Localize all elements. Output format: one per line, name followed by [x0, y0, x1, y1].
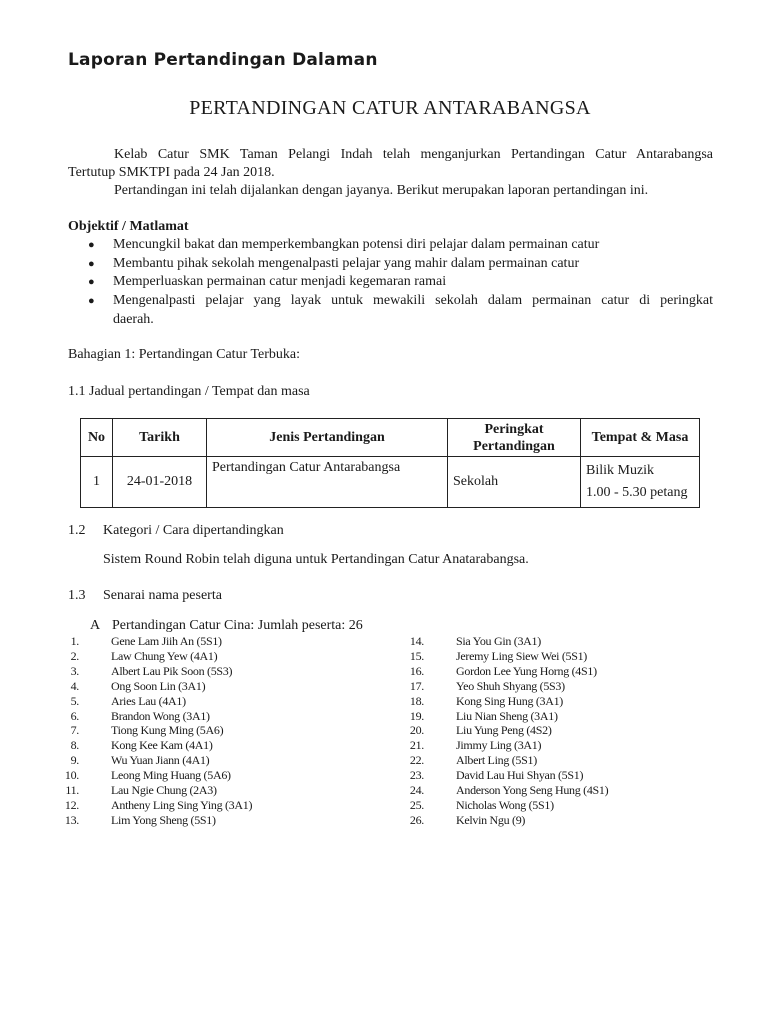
col-header-tempat: Tempat & Masa — [581, 419, 700, 457]
cell-jenis: Pertandingan Catur Antarabangsa — [207, 457, 448, 508]
list-item: 4. Ong Soon Lin (3A1) — [70, 678, 206, 693]
section-1-2-body: Sistem Round Robin telah diguna untuk Pertandingan Catur Anatarabangsa. — [103, 552, 529, 567]
list-item: 9. Wu Yuan Jiann (4A1) — [70, 753, 210, 768]
objective-text: Mengenalpasti pelajar yang layak untuk mewakili sekolah dalam permainan catur di peringkat — [113, 293, 713, 309]
bullet-icon: ● — [88, 276, 95, 289]
intro-paragraph-line2: Tertutup SMKTPI pada 24 Jan 2018. — [68, 165, 275, 180]
list-item: 19. Liu Nian Sheng (3A1) — [409, 708, 558, 723]
list-item: 6. Brandon Wong (3A1) — [70, 708, 210, 723]
cell-tempat-time: 1.00 - 5.30 petang — [586, 485, 688, 500]
list-item: 10. Leong Ming Huang (5A6) — [64, 768, 231, 783]
table-header-row — [81, 419, 700, 457]
section-1-2-number: 1.2 — [68, 523, 86, 538]
objective-list — [68, 236, 713, 330]
report-header-title: Laporan Pertandingan Dalaman — [68, 50, 378, 70]
col-header-peringkat — [448, 419, 581, 457]
cell-peringkat: Sekolah — [448, 457, 581, 508]
objective-item-continuation — [68, 311, 713, 330]
cell-tempat-place: Bilik Muzik — [586, 463, 655, 478]
page-title: PERTANDINGAN CATUR ANTARABANGSA — [189, 97, 591, 119]
bullet-icon: ● — [88, 257, 95, 270]
list-item: 15. Jeremy Ling Siew Wei (5S1) — [409, 648, 587, 663]
col-header-peringkat-line1: Peringkat — [484, 421, 544, 437]
section-1-1-heading: 1.1 Jadual pertandingan / Tempat dan masa — [68, 384, 310, 399]
cell-tarikh: 24-01-2018 — [113, 457, 207, 508]
col-header-peringkat-line2: Pertandingan — [473, 438, 555, 454]
objective-text: Memperluaskan permainan catur menjadi kegemaran ramai — [113, 274, 447, 290]
col-header-jenis: Jenis Pertandingan — [207, 419, 448, 457]
part1-heading: Bahagian 1: Pertandingan Catur Terbuka: — [68, 347, 301, 362]
objective-text: daerah. — [113, 311, 154, 327]
subsection-a-letter: A — [90, 618, 101, 633]
list-item: 8. Kong Kee Kam (4A1) — [70, 738, 213, 753]
list-item: 2. Law Chung Yew (4A1) — [70, 648, 218, 663]
intro-paragraph-line1: Kelab Catur SMK Taman Pelangi Indah telah menganjurkan Pertandingan Catur Antarabangsa — [114, 147, 713, 162]
list-item: 26. Kelvin Ngu (9) — [409, 812, 526, 827]
objective-item — [68, 273, 713, 292]
objective-text: Membantu pihak sekolah mengenalpasti pelajar yang mahir dalam permainan catur — [113, 255, 580, 271]
bullet-icon: ● — [88, 295, 95, 308]
subsection-a-title: Pertandingan Catur Cina: Jumlah peserta: 26 — [112, 618, 363, 633]
objective-item — [68, 292, 713, 311]
col-header-no: No — [81, 419, 113, 457]
bullet-icon: ● — [88, 239, 95, 251]
schedule-table — [80, 418, 700, 508]
col-header-tarikh: Tarikh — [113, 419, 207, 457]
list-item: 11. Lau Ngie Chung (2A3) — [65, 783, 217, 798]
participant-list-right — [407, 634, 608, 828]
list-item: 18. Kong Sing Hung (3A1) — [409, 693, 563, 708]
objective-heading: Objektif / Matlamat — [68, 219, 189, 234]
list-item: 24. Anderson Yong Seng Hung (4S1) — [409, 783, 609, 798]
list-item: 22. Albert Ling (5S1) — [409, 753, 537, 768]
list-item: 14. Sia You Gin (3A1) — [409, 634, 541, 648]
list-item: 12. Antheny Ling Sing Ying (3A1) — [64, 797, 253, 812]
participant-list-left — [62, 634, 252, 828]
table-row — [81, 457, 700, 508]
list-item: 3. Albert Lau Pik Soon (5S3) — [70, 663, 233, 678]
list-item: 16. Gordon Lee Yung Horng (4S1) — [409, 663, 597, 678]
list-item: 17. Yeo Shuh Shyang (5S3) — [409, 678, 565, 693]
objective-item — [68, 255, 713, 274]
list-item: 23. David Lau Hui Shyan (5S1) — [409, 768, 584, 783]
section-1-2-title: Kategori / Cara dipertandingkan — [103, 523, 284, 538]
cell-no: 1 — [81, 457, 113, 508]
list-item: 7. Tiong Kung Ming (5A6) — [70, 723, 224, 738]
section-1-3-number: 1.3 — [68, 588, 86, 603]
list-item: 25. Nicholas Wong (5S1) — [409, 797, 554, 812]
list-item: 20. Liu Yung Peng (4S2) — [409, 723, 552, 738]
objective-text: Mencungkil bakat dan memperkembangkan potensi diri pelajar dalam permainan catur — [113, 237, 600, 252]
section-1-3-title: Senarai nama peserta — [103, 588, 222, 603]
list-item: 13. Lim Yong Sheng (5S1) — [64, 812, 216, 827]
intro-paragraph-line3: Pertandingan ini telah dijalankan dengan jayanya. Berikut merupakan laporan pertandingan ini. — [114, 183, 649, 198]
list-item: 21. Jimmy Ling (3A1) — [409, 738, 542, 753]
objective-item — [68, 236, 713, 255]
list-item: 5. Aries Lau (4A1) — [70, 693, 186, 708]
list-item: 1. Gene Lam Jiih An (5S1) — [70, 634, 222, 648]
cell-tempat — [581, 457, 700, 508]
